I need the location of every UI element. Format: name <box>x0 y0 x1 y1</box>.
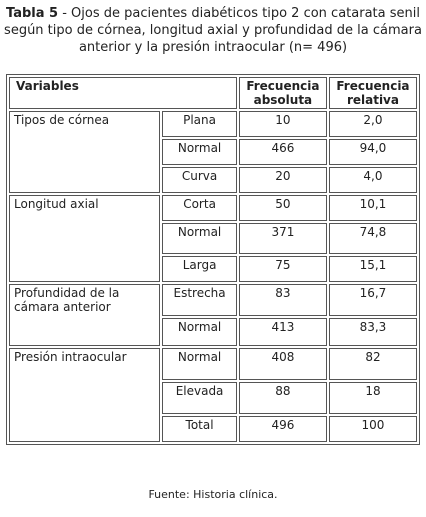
header-frecuencia-absoluta <box>239 77 327 109</box>
group-label: Longitud axial <box>9 195 160 282</box>
row-label: Elevada <box>162 382 237 414</box>
row-label: Corta <box>162 195 237 221</box>
data-table <box>6 74 420 445</box>
table-caption <box>0 5 426 56</box>
cell-abs: 408 <box>239 348 327 380</box>
table-row <box>9 348 417 380</box>
row-label: Normal <box>162 223 237 254</box>
header-abs-line1: Frecuencia <box>246 79 320 93</box>
header-row <box>9 77 417 109</box>
cell-rel: 82 <box>329 348 417 380</box>
caption-label: Tabla 5 <box>6 6 59 21</box>
cell-rel: 16,7 <box>329 284 417 316</box>
row-label: Estrecha <box>162 284 237 316</box>
cell-abs: 20 <box>239 167 327 193</box>
row-label: Total <box>162 416 237 442</box>
cell-rel: 94,0 <box>329 139 417 165</box>
source-note: Fuente: Historia clínica. <box>148 488 278 501</box>
cell-abs: 496 <box>239 416 327 442</box>
group-label: Presión intraocular <box>9 348 160 442</box>
cell-abs: 466 <box>239 139 327 165</box>
cell-rel: 4,0 <box>329 167 417 193</box>
group-label: Profundidad de la cámara anterior <box>9 284 160 346</box>
cell-abs: 50 <box>239 195 327 221</box>
cell-abs: 371 <box>239 223 327 254</box>
cell-rel: 10,1 <box>329 195 417 221</box>
table-row <box>9 195 417 221</box>
cell-abs: 413 <box>239 318 327 346</box>
row-label: Curva <box>162 167 237 193</box>
cell-rel: 74,8 <box>329 223 417 254</box>
cell-rel: 2,0 <box>329 111 417 137</box>
cell-rel: 18 <box>329 382 417 414</box>
table-row <box>9 284 417 316</box>
cell-rel: 83,3 <box>329 318 417 346</box>
row-label: Normal <box>162 318 237 346</box>
group-label: Tipos de córnea <box>9 111 160 193</box>
cell-abs: 83 <box>239 284 327 316</box>
cell-abs: 75 <box>239 256 327 282</box>
row-label: Plana <box>162 111 237 137</box>
cell-rel: 15,1 <box>329 256 417 282</box>
header-variables: Variables <box>9 77 237 109</box>
header-abs-line2: absoluta <box>253 93 313 107</box>
header-frecuencia-relativa <box>329 77 417 109</box>
row-label: Larga <box>162 256 237 282</box>
cell-rel: 100 <box>329 416 417 442</box>
header-rel-line2: relativa <box>346 93 399 107</box>
row-label: Normal <box>162 348 237 380</box>
cell-abs: 10 <box>239 111 327 137</box>
caption-text: - Ojos de pacientes diabéticos tipo 2 con catarata senil según tipo de córnea, longitud axial y profundidad de la cámara anterior y la presión intraocular (n= 496) <box>4 6 422 55</box>
header-rel-line1: Frecuencia <box>336 79 410 93</box>
cell-abs: 88 <box>239 382 327 414</box>
row-label: Normal <box>162 139 237 165</box>
table-row <box>9 111 417 137</box>
